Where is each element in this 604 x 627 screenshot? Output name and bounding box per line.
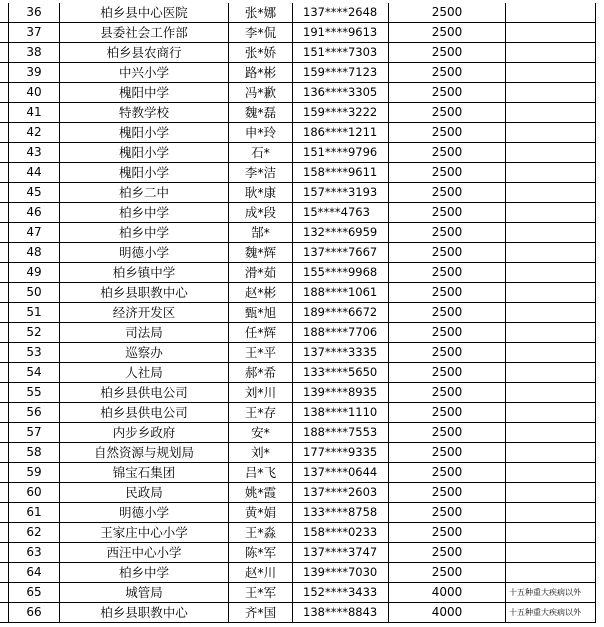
amount-cell: 2500 (388, 483, 505, 502)
amount-cell: 2500 (388, 423, 505, 442)
organization-cell: 柏乡县职教中心 (59, 603, 228, 622)
person-name-cell: 郝*希 (228, 363, 292, 382)
phone-cell: 137****0644 (292, 463, 388, 482)
table-row (0, 243, 596, 263)
table-row (0, 363, 596, 383)
row-number-cell: 36 (8, 3, 59, 22)
person-name-cell: 赵*川 (228, 563, 292, 582)
table-row (0, 43, 596, 63)
organization-cell: 柏乡中学 (59, 203, 228, 222)
phone-cell: 137****7667 (292, 243, 388, 262)
note-cell (505, 543, 596, 562)
organization-cell: 民政局 (59, 483, 228, 502)
person-name-cell: 王*存 (228, 403, 292, 422)
table-row (0, 483, 596, 503)
phone-cell: 137****2603 (292, 483, 388, 502)
phone-cell: 186****1211 (292, 123, 388, 142)
phone-cell: 151****9796 (292, 143, 388, 162)
organization-cell: 司法局 (59, 323, 228, 342)
amount-cell: 2500 (388, 183, 505, 202)
table-row (0, 263, 596, 283)
amount-cell: 2500 (388, 503, 505, 522)
organization-cell: 西汪中心小学 (59, 543, 228, 562)
organization-cell: 槐阳小学 (59, 143, 228, 162)
note-cell (505, 43, 596, 62)
organization-cell: 县委社会工作部 (59, 23, 228, 42)
person-name-cell: 李*侃 (228, 23, 292, 42)
row-number-cell: 56 (8, 403, 59, 422)
table-row (0, 63, 596, 83)
amount-cell: 2500 (388, 283, 505, 302)
phone-cell: 137****3335 (292, 343, 388, 362)
note-cell (505, 423, 596, 442)
phone-cell: 188****7553 (292, 423, 388, 442)
note-cell (505, 463, 596, 482)
note-cell (505, 303, 596, 322)
organization-cell: 内步乡政府 (59, 423, 228, 442)
row-number-cell: 42 (8, 123, 59, 142)
phone-cell: 139****8935 (292, 383, 388, 402)
note-cell (505, 403, 596, 422)
note-cell (505, 223, 596, 242)
person-name-cell: 齐*国 (228, 603, 292, 622)
phone-cell: 151****7303 (292, 43, 388, 62)
organization-cell: 王家庄中心小学 (59, 523, 228, 542)
row-number-cell: 63 (8, 543, 59, 562)
organization-cell: 柏乡二中 (59, 183, 228, 202)
amount-cell: 2500 (388, 263, 505, 282)
person-name-cell: 安* (228, 423, 292, 442)
phone-cell: 137****3747 (292, 543, 388, 562)
table-row (0, 543, 596, 563)
amount-cell: 2500 (388, 243, 505, 262)
row-number-cell: 47 (8, 223, 59, 242)
organization-cell: 槐阳中学 (59, 83, 228, 102)
amount-cell: 2500 (388, 363, 505, 382)
person-name-cell: 耿*康 (228, 183, 292, 202)
amount-cell: 2500 (388, 303, 505, 322)
person-name-cell: 王*平 (228, 343, 292, 362)
person-name-cell: 刘*川 (228, 383, 292, 402)
note-cell (505, 83, 596, 102)
note-cell (505, 203, 596, 222)
note-cell (505, 143, 596, 162)
table-row (0, 203, 596, 223)
amount-cell: 2500 (388, 163, 505, 182)
phone-cell: 188****7706 (292, 323, 388, 342)
note-cell (505, 103, 596, 122)
note-cell (505, 3, 596, 22)
person-name-cell: 吕*飞 (228, 463, 292, 482)
amount-cell: 2500 (388, 383, 505, 402)
amount-cell: 2500 (388, 203, 505, 222)
note-cell (505, 343, 596, 362)
amount-cell: 2500 (388, 563, 505, 582)
phone-cell: 137****2648 (292, 3, 388, 22)
amount-cell: 2500 (388, 23, 505, 42)
organization-cell: 柏乡县供电公司 (59, 403, 228, 422)
amount-cell: 2500 (388, 83, 505, 102)
row-number-cell: 57 (8, 423, 59, 442)
person-name-cell: 赵*彬 (228, 283, 292, 302)
amount-cell: 2500 (388, 323, 505, 342)
note-cell (505, 183, 596, 202)
row-number-cell: 55 (8, 383, 59, 402)
person-name-cell: 姚*霞 (228, 483, 292, 502)
row-number-cell: 62 (8, 523, 59, 542)
phone-cell: 157****3193 (292, 183, 388, 202)
row-number-cell: 66 (8, 603, 59, 622)
phone-cell: 139****7030 (292, 563, 388, 582)
person-name-cell: 石* (228, 143, 292, 162)
row-number-cell: 48 (8, 243, 59, 262)
phone-cell: 138****1110 (292, 403, 388, 422)
note-cell (505, 363, 596, 382)
row-number-cell: 41 (8, 103, 59, 122)
amount-cell: 2500 (388, 443, 505, 462)
phone-cell: 177****9335 (292, 443, 388, 462)
note-cell (505, 283, 596, 302)
person-name-cell: 张*娇 (228, 43, 292, 62)
row-number-cell: 50 (8, 283, 59, 302)
organization-cell: 特教学校 (59, 103, 228, 122)
row-number-cell: 60 (8, 483, 59, 502)
note-cell (505, 443, 596, 462)
organization-cell: 柏乡县供电公司 (59, 383, 228, 402)
table-row (0, 183, 596, 203)
note-cell (505, 503, 596, 522)
note-cell (505, 23, 596, 42)
phone-cell: 159****3222 (292, 103, 388, 122)
person-name-cell: 王*淼 (228, 523, 292, 542)
table-row (0, 503, 596, 523)
table-row (0, 303, 596, 323)
phone-cell: 158****0233 (292, 523, 388, 542)
table-row (0, 463, 596, 483)
organization-cell: 中兴小学 (59, 63, 228, 82)
table-row (0, 143, 596, 163)
organization-cell: 巡察办 (59, 343, 228, 362)
organization-cell: 人社局 (59, 363, 228, 382)
organization-cell: 槐阳小学 (59, 123, 228, 142)
amount-cell: 4000 (388, 583, 505, 602)
row-number-cell: 54 (8, 363, 59, 382)
organization-cell: 柏乡镇中学 (59, 263, 228, 282)
person-name-cell: 滑*茹 (228, 263, 292, 282)
amount-cell: 2500 (388, 403, 505, 422)
note-cell (505, 323, 596, 342)
row-number-cell: 52 (8, 323, 59, 342)
organization-cell: 柏乡县农商行 (59, 43, 228, 62)
row-number-cell: 61 (8, 503, 59, 522)
person-name-cell: 郜* (228, 223, 292, 242)
row-number-cell: 58 (8, 443, 59, 462)
row-number-cell: 64 (8, 563, 59, 582)
table-row (0, 423, 596, 443)
note-cell: 十五种重大疾病以外 (505, 603, 596, 622)
amount-cell: 2500 (388, 123, 505, 142)
row-number-cell: 40 (8, 83, 59, 102)
table-row (0, 23, 596, 43)
table-row (0, 603, 596, 623)
person-name-cell: 王*军 (228, 583, 292, 602)
phone-cell: 152****3433 (292, 583, 388, 602)
organization-cell: 经济开发区 (59, 303, 228, 322)
amount-cell: 2500 (388, 143, 505, 162)
table-row (0, 403, 596, 423)
person-name-cell: 任*辉 (228, 323, 292, 342)
table-row (0, 583, 596, 603)
table-row (0, 563, 596, 583)
row-number-cell: 59 (8, 463, 59, 482)
phone-cell: 158****9611 (292, 163, 388, 182)
table-row (0, 523, 596, 543)
note-cell (505, 243, 596, 262)
row-number-cell: 49 (8, 263, 59, 282)
person-name-cell: 李*洁 (228, 163, 292, 182)
note-cell (505, 383, 596, 402)
organization-cell: 明德小学 (59, 503, 228, 522)
person-name-cell: 甄*旭 (228, 303, 292, 322)
amount-cell: 2500 (388, 543, 505, 562)
row-number-cell: 38 (8, 43, 59, 62)
person-name-cell: 申*玲 (228, 123, 292, 142)
organization-cell: 明德小学 (59, 243, 228, 262)
person-name-cell: 刘* (228, 443, 292, 462)
row-number-cell: 44 (8, 163, 59, 182)
person-name-cell: 张*娜 (228, 3, 292, 22)
phone-cell: 132****6959 (292, 223, 388, 242)
person-name-cell: 成*段 (228, 203, 292, 222)
row-number-cell: 65 (8, 583, 59, 602)
person-name-cell: 魏*辉 (228, 243, 292, 262)
phone-cell: 159****7123 (292, 63, 388, 82)
row-number-cell: 53 (8, 343, 59, 362)
table-row (0, 443, 596, 463)
note-cell (505, 263, 596, 282)
organization-cell: 柏乡中学 (59, 563, 228, 582)
person-name-cell: 路*彬 (228, 63, 292, 82)
table-row (0, 343, 596, 363)
phone-cell: 15****4763 (292, 203, 388, 222)
amount-cell: 2500 (388, 43, 505, 62)
note-cell (505, 563, 596, 582)
organization-cell: 自然资源与规划局 (59, 443, 228, 462)
phone-cell: 191****9613 (292, 23, 388, 42)
table-row (0, 223, 596, 243)
organization-cell: 城管局 (59, 583, 228, 602)
table-row (0, 283, 596, 303)
row-number-cell: 43 (8, 143, 59, 162)
row-number-cell: 37 (8, 23, 59, 42)
note-cell (505, 483, 596, 502)
phone-cell: 138****8843 (292, 603, 388, 622)
note-cell (505, 163, 596, 182)
phone-cell: 133****8758 (292, 503, 388, 522)
amount-cell: 2500 (388, 223, 505, 242)
amount-cell: 2500 (388, 63, 505, 82)
table-row (0, 383, 596, 403)
table-row (0, 83, 596, 103)
organization-cell: 柏乡县中心医院 (59, 3, 228, 22)
note-cell (505, 123, 596, 142)
person-name-cell: 冯*歉 (228, 83, 292, 102)
row-number-cell: 51 (8, 303, 59, 322)
organization-cell: 锦宝石集团 (59, 463, 228, 482)
phone-cell: 189****6672 (292, 303, 388, 322)
person-name-cell: 陈*军 (228, 543, 292, 562)
table-row (0, 103, 596, 123)
organization-cell: 柏乡县职教中心 (59, 283, 228, 302)
row-number-cell: 46 (8, 203, 59, 222)
phone-cell: 188****1061 (292, 283, 388, 302)
person-name-cell: 黄*娟 (228, 503, 292, 522)
phone-cell: 133****5650 (292, 363, 388, 382)
row-number-cell: 45 (8, 183, 59, 202)
organization-cell: 槐阳小学 (59, 163, 228, 182)
row-number-cell: 39 (8, 63, 59, 82)
note-cell (505, 523, 596, 542)
amount-cell: 2500 (388, 343, 505, 362)
table-row (0, 123, 596, 143)
person-name-cell: 魏*磊 (228, 103, 292, 122)
amount-cell: 4000 (388, 603, 505, 622)
amount-cell: 2500 (388, 463, 505, 482)
table-row (0, 3, 596, 23)
phone-cell: 136****3305 (292, 83, 388, 102)
amount-cell: 2500 (388, 3, 505, 22)
table-row (0, 163, 596, 183)
organization-cell: 柏乡中学 (59, 223, 228, 242)
note-cell: 十五种重大疾病以外 (505, 583, 596, 602)
amount-cell: 2500 (388, 523, 505, 542)
table-row (0, 323, 596, 343)
phone-cell: 155****9968 (292, 263, 388, 282)
amount-cell: 2500 (388, 103, 505, 122)
note-cell (505, 63, 596, 82)
